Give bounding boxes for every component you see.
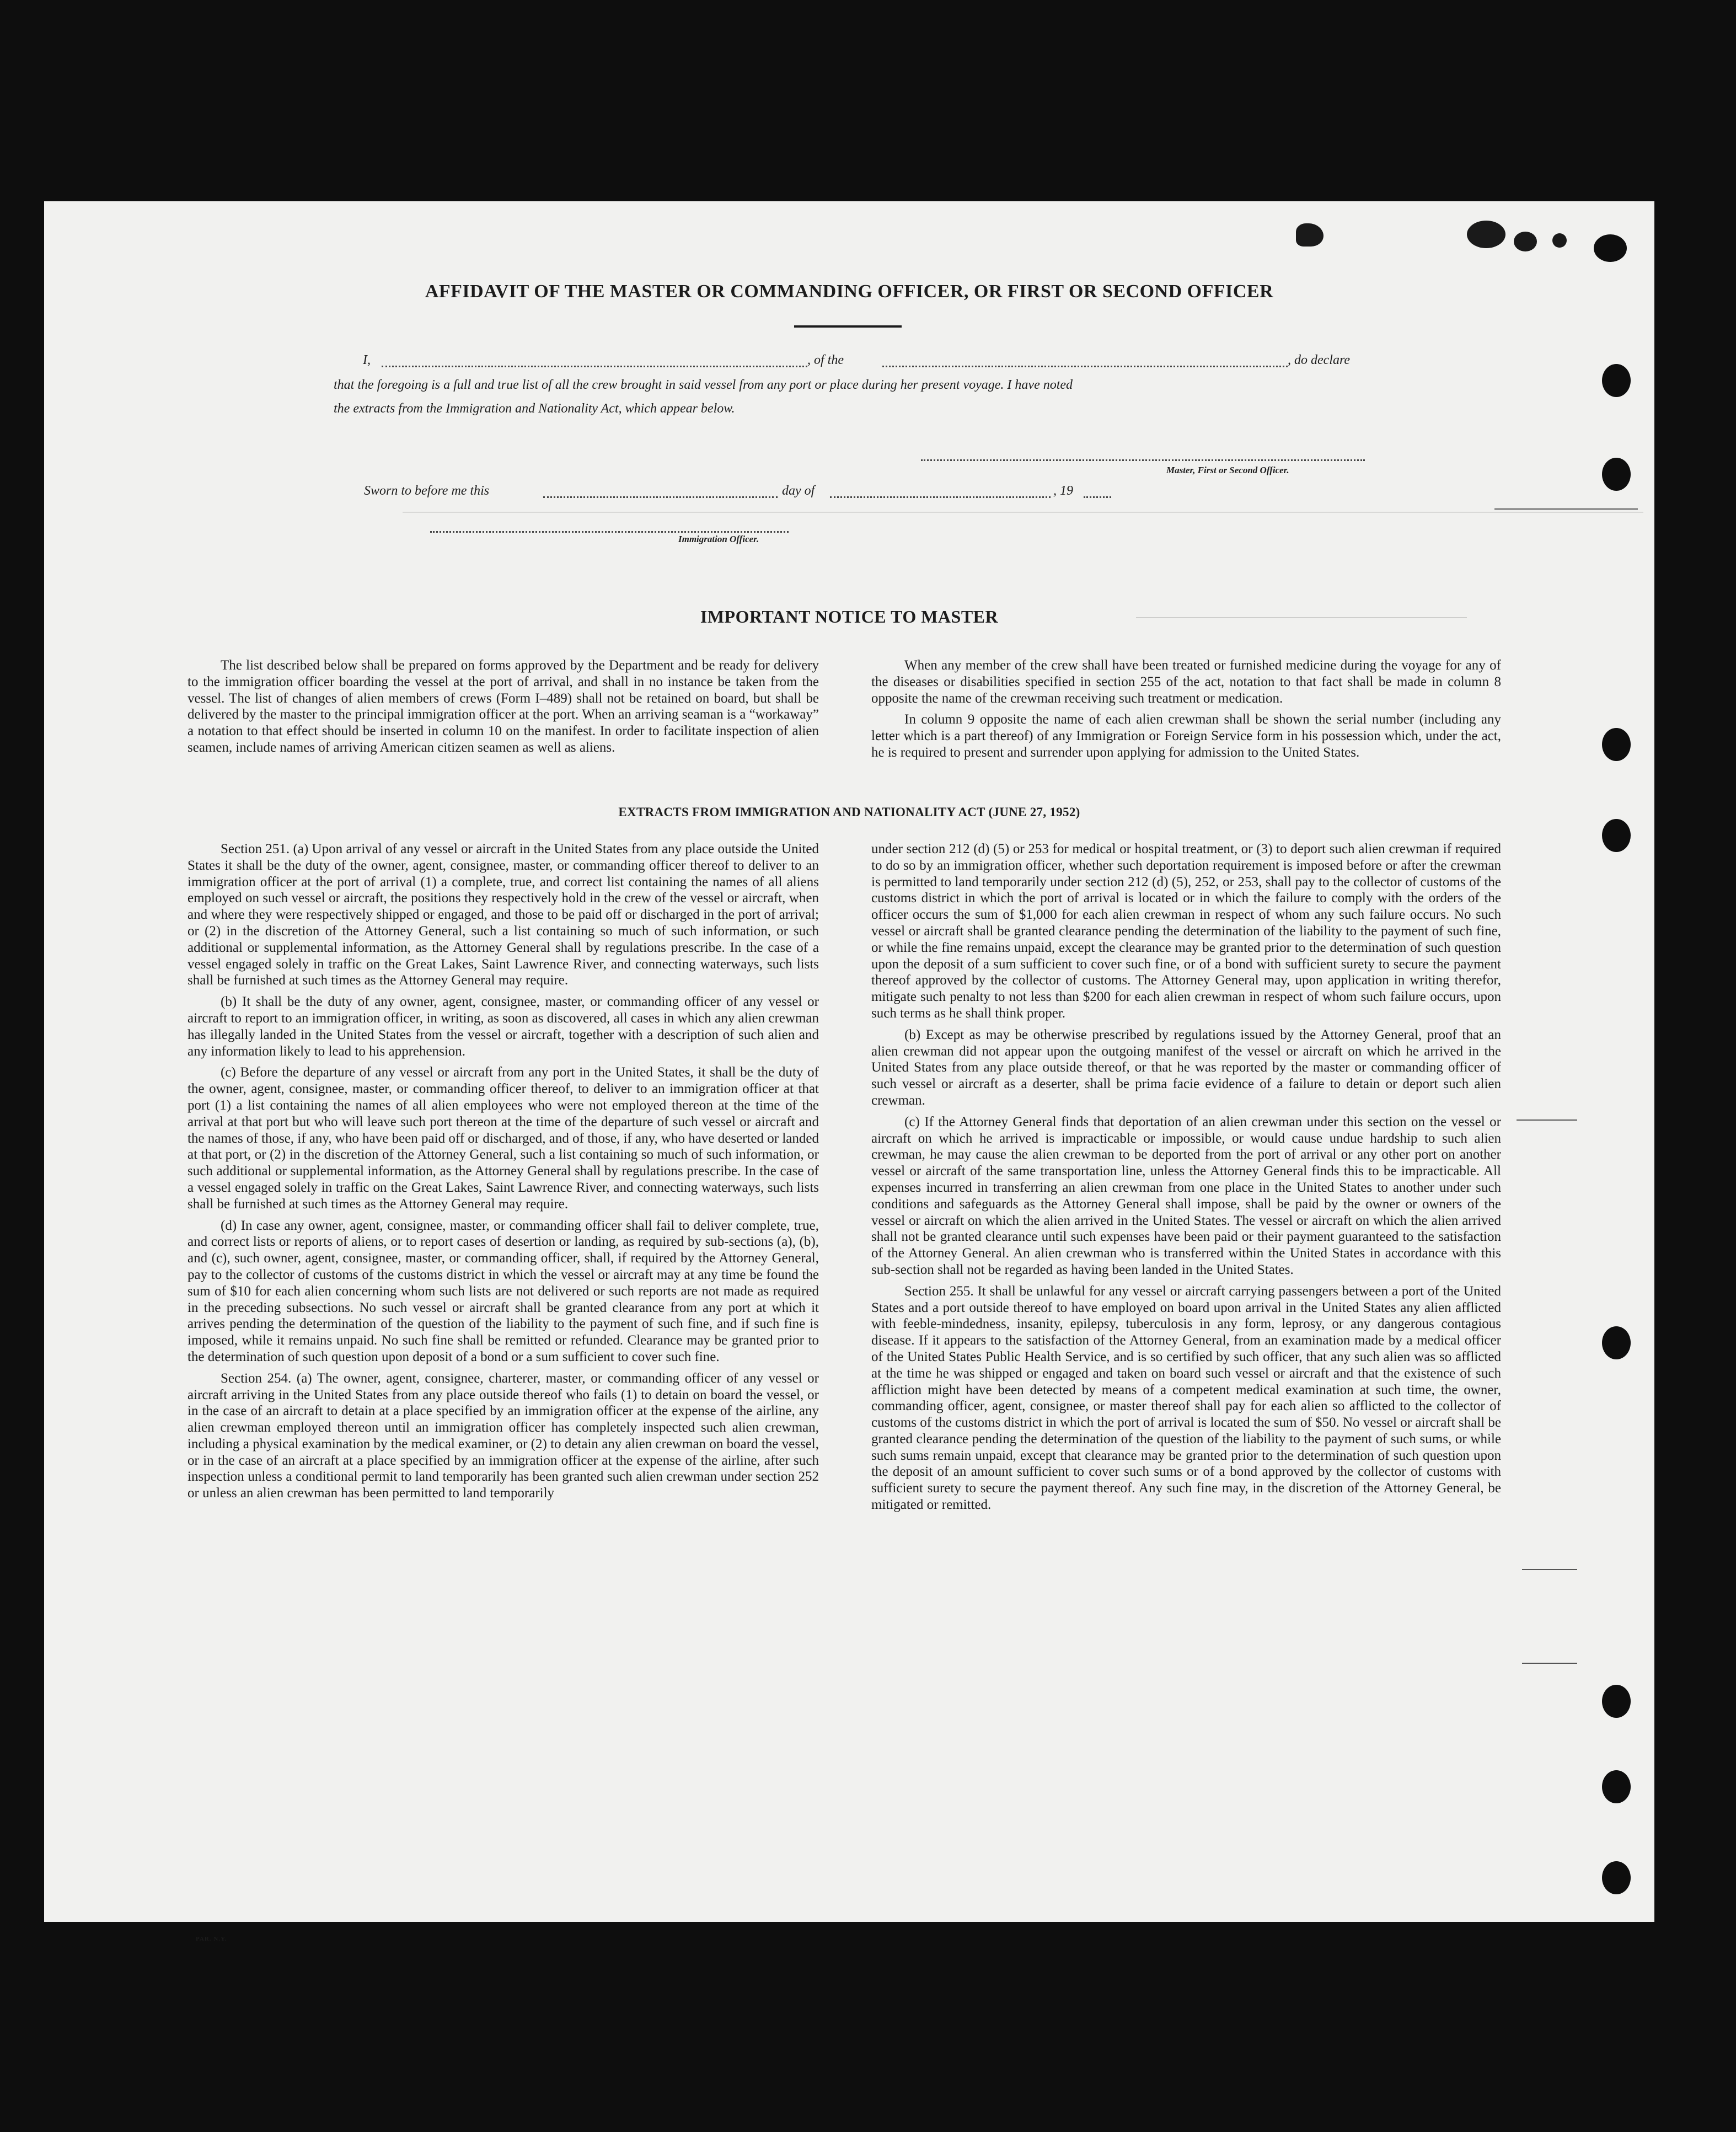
affidavit-do-declare: , do declare xyxy=(1288,353,1351,367)
title-rule xyxy=(794,325,902,328)
section-251-c: (c) Before the departure of any vessel or aircraft from any port in the United States, it shall be the duty of the owner, agent, consignee, master, or commanding officer thereof, to deliver to an immigration officer at that port (1) a list containing the names of all alien employees who were not employed thereon at the time of the arrival at that port but who will leave such port thereon at the time of the departure of such vessel or aircraft and the names of those, if any, who have been paid off or discharged, and of those, if any, who have deserted or landed at that port, or (2) in the discretion of the Attorney General, such a list containing so much of such information, or such additional or supplemental information, as the Attorney General shall by regulations prescribe. In the case of a vessel engaged solely in traffic on the Great Lakes, Saint Lawrence River, and connecting waterways, such lists shall be furnished at such times as the Attorney General may require. xyxy=(187,1065,819,1212)
sworn-prefix: Sworn to before me this xyxy=(364,484,490,498)
scan-line xyxy=(1517,1119,1577,1121)
scan-line xyxy=(1522,1569,1577,1570)
punch-hole xyxy=(1602,364,1631,397)
section-251-b: (b) It shall be the duty of any owner, agent, consignee, master, or commanding officer of any vessel or aircraft to report to an immigration officer, in writing, as soon as discovered, all cases in which any alien crewman has illegally landed in the United States from the vessel or aircraft, together with a description of such alien and any information likely to lead to his apprehension. xyxy=(187,994,819,1059)
ink-blot xyxy=(1467,221,1505,248)
sworn-year: , 19 xyxy=(1053,484,1073,498)
sworn-month-field[interactable] xyxy=(830,496,1051,498)
section-251-d: (d) In case any owner, agent, consignee, master, or commanding officer shall fail to deliver complete, true, and correct lists or reports of aliens, or to report cases of desertion or landing, as required by sub-sections (a), (b), and (c), such owner, agent, consignee, master, or commanding officer, shall, if required by the Attorney General, pay to the collector of customs of the customs district in which the vessel or aircraft may at any time be found the sum of $10 for each alien concerning whom such lists are not delivered or such reports are not made as required in the preceding subsections. No such vessel or aircraft shall be granted clearance from any port at which it arrives pending the determination of the question of the liability to the payment of such fine, and if such fine is imposed, while it remains unpaid. No such fine shall be remitted or refunded. Clearance may be granted prior to the determination of such question upon deposit of a bond or a sum sufficient to cover such fine. xyxy=(187,1218,819,1364)
sworn-day-field[interactable] xyxy=(543,496,778,498)
notice-title: IMPORTANT NOTICE TO MASTER xyxy=(700,607,999,626)
affidavit-of-the: , of the xyxy=(807,353,844,367)
master-signature-field[interactable] xyxy=(921,459,1365,461)
master-signature-label: Master, First or Second Officer. xyxy=(1166,465,1289,475)
officer-signature-label: Immigration Officer. xyxy=(678,534,759,544)
ink-blot xyxy=(1296,223,1324,247)
punch-hole xyxy=(1594,234,1627,262)
master-name-field[interactable] xyxy=(382,366,807,367)
section-254-b: (b) Except as may be otherwise prescribed by regulations issued by the Attorney General, proof that an alien crewman did not appear upon the outgoing manifest of the vessel or aircraft on which he arrived in the United States from any place outside thereof, or that he was reported by the master or commanding officer of such vessel or aircraft as a deserter, shall be prima facie evidence of a failure to detain or deport such alien crewman. xyxy=(871,1027,1501,1108)
affidavit-i: I, xyxy=(363,353,371,367)
punch-hole xyxy=(1602,728,1631,761)
affidavit-line-3: the extracts from the Immigration and Nationality Act, which appear below. xyxy=(334,401,735,416)
affidavit-line-2: that the foregoing is a full and true list of all the crew brought in said vessel from any port or place during her present voyage. I have noted xyxy=(334,378,1073,392)
affidavit-title: AFFIDAVIT OF THE MASTER OR COMMANDING OFFICER, OR FIRST OR SECOND OFFICER xyxy=(425,281,1274,302)
notice-right-paragraph: In column 9 opposite the name of each alien crewman shall be shown the serial number (including any letter which is a part thereof) of any Immigration or Foreign Service form in his possession which, under the act, he is required to present and surrender upon applying for admission to the United States. xyxy=(871,712,1501,760)
section-254-c: (c) If the Attorney General finds that deportation of an alien crewman under this section on the vessel or aircraft on which he arrived is impracticable or impossible, or would cause undue hardship to such alien crewman, he may cause the alien crewman to be deported from the port of arrival or any other port on another vessel or aircraft of the same transportation line, unless the Attorney General finds this to be impracticable. All expenses incurred in transferring an alien crewman from one place in the United States to another under such conditions and safeguards as the Attorney General shall impose, shall be paid by the owner or owners of the vessel or aircraft on which the alien arrived in the United States. The vessel or aircraft on which the alien arrived shall not be granted clearance until such expenses have been paid or their payment guaranteed to the satisfaction of the Attorney General. An alien crewman who is transferred within the United States in accordance with this sub-section shall not be regarded as having been landed in the United States. xyxy=(871,1114,1501,1277)
vessel-name-field[interactable] xyxy=(882,366,1288,367)
punch-hole xyxy=(1602,458,1631,491)
punch-hole xyxy=(1602,1861,1631,1894)
ink-blot xyxy=(1552,233,1567,248)
scan-line xyxy=(1522,1663,1577,1664)
printer-mark: PAR. N.Y. xyxy=(196,1936,227,1942)
section-251-a: Section 251. (a) Upon arrival of any vessel or aircraft in the United States from any place outside the United States it shall be the duty of the owner, agent, consignee, master, or commanding officer thereof to deliver to an immigration officer at the port of arrival (1) a complete, true, and correct list containing the names of all aliens employed on such vessel or aircraft, the positions they respectively hold in the crew of the vessel or aircraft, when and where they were respectively shipped or engaged, and those to be paid off or discharged in the port of arrival; or (2) in the discretion of the Attorney General, such a list containing so much of such information, or such additional or supplemental information, as the Attorney General shall by regulations prescribe. In the case of a vessel engaged solely in traffic on the Great Lakes, Saint Lawrence River, and connecting waterways, such lists shall be furnished at such times as the Attorney General may require. xyxy=(187,842,819,988)
sworn-year-field[interactable] xyxy=(1084,496,1111,498)
notice-left-column xyxy=(187,657,819,756)
notice-right-column xyxy=(871,657,1501,761)
punch-hole xyxy=(1602,1770,1631,1803)
notice-right-paragraph: When any member of the crew shall have been treated or furnished medicine during the voyage for any of the diseases or disabilities specified in section 255 of the act, notation to that fact shall be made in column 8 opposite the name of the crewman receiving such treatment or medication. xyxy=(871,658,1501,706)
extracts-title: EXTRACTS FROM IMMIGRATION AND NATIONALITY ACT (JUNE 27, 1952) xyxy=(618,805,1080,819)
extracts-left-column xyxy=(187,841,819,1502)
extracts-right-column xyxy=(871,841,1501,1513)
notice-left-paragraph: The list described below shall be prepared on forms approved by the Department and be ready for delivery to the immigration officer boarding the vessel at the port of arrival, and shall in no instance be taken from the vessel. The list of changes of alien members of crews (Form I–489) shall not be retained on board, but shall be delivered by the master to the principal immigration officer at the port. When an arriving seaman is a “workaway” a notation to that effect should be inserted in column 10 on the manifest. In order to facilitate inspection of alien seamen, include names of arriving American citizen seamen as well as aliens. xyxy=(187,658,819,755)
section-255: Section 255. It shall be unlawful for any vessel or aircraft carrying passengers between a port of the United States and a port outside thereof to have employed on board upon arrival in the United States any alien afflicted with feeble-mindedness, insanity, epilepsy, tuberculosis in any form, leprosy, or any dangerous contagious disease. If it appears to the satisfaction of the Attorney General, from an examination made by a medical officer of the United States Public Health Service, and is so certified by such officer, that any such alien was so afflicted at the time he was shipped or engaged and taken on board such vessel or aircraft and that the existence of such affliction might have been detected by means of a competent medical examination at such time, the owner, commanding officer, agent, consignee, or master thereof shall pay for each alien so afflicted to the collector of customs of the customs district in which the port of arrival is located the sum of $50. No vessel or aircraft shall be granted clearance pending the determination of the question of the liability to the payment of such sums, or while such sums remain unpaid, except that clearance may be granted prior to the determination of such question upon the deposit of an amount sufficient to cover such sums or of a bond approved by the collector of customs with sufficient surety to secure the payment thereof. Any such fine may, in the discretion of the Attorney General, be mitigated or remitted. xyxy=(871,1283,1501,1513)
form-sheet xyxy=(44,201,1654,1942)
sworn-day-of: day of xyxy=(782,484,815,498)
punch-hole xyxy=(1602,1685,1631,1718)
officer-signature-field[interactable] xyxy=(430,531,789,533)
punch-hole xyxy=(1602,1326,1631,1359)
section-254-a-continued: under section 212 (d) (5) or 253 for medical or hospital treatment, or (3) to deport such alien crewman if required to do so by an immigration officer, whether such deportation requirement is imposed before or after the crewman is permitted to land temporarily under section 212 (d) (5), 252, or 253, shall pay to the collector of customs of the customs district in which the port of arrival is located or in which the failure to comply with the orders of the officer occurs the sum of $1,000 for each alien crewman in respect of whom any such failure occurs. No such vessel or aircraft shall be granted clearance pending the determination of the liability to the payment of such fine, or while the fine remains unpaid, except the clearance may be granted prior to the determination of such question upon the deposit of a sum sufficient to cover such fine, or of a bond with sufficient surety to secure the payment thereof approved by the collector of customs. The Attorney General may, upon application in writing therefor, mitigate such penalty to not less than $200 for each alien crewman in respect of whom such failure occurs, upon such terms as he shall think proper. xyxy=(871,842,1501,1021)
section-254-a: Section 254. (a) The owner, agent, consignee, charterer, master, or commanding officer of any vessel or aircraft arriving in the United States from any place outside thereof who fails (1) to detain on board the vessel, or in the case of an aircraft to detain at a place specified by an immigration officer at the expense of the airline, any alien crewman employed thereon until an immigration officer has completely inspected such alien crewman, including a physical examination by the medical examiner, or (2) to detain any alien crewman on board the vessel, or in the case of an aircraft at a place specified by an immigration officer at the expense of the airline, after such inspection unless a conditional permit to land temporarily has been granted such alien crewman under section 252 or unless an alien crewman has been permitted to land temporarily xyxy=(187,1370,819,1501)
ink-blot xyxy=(1514,232,1537,251)
punch-hole xyxy=(1602,819,1631,852)
scan-line xyxy=(1494,508,1638,510)
